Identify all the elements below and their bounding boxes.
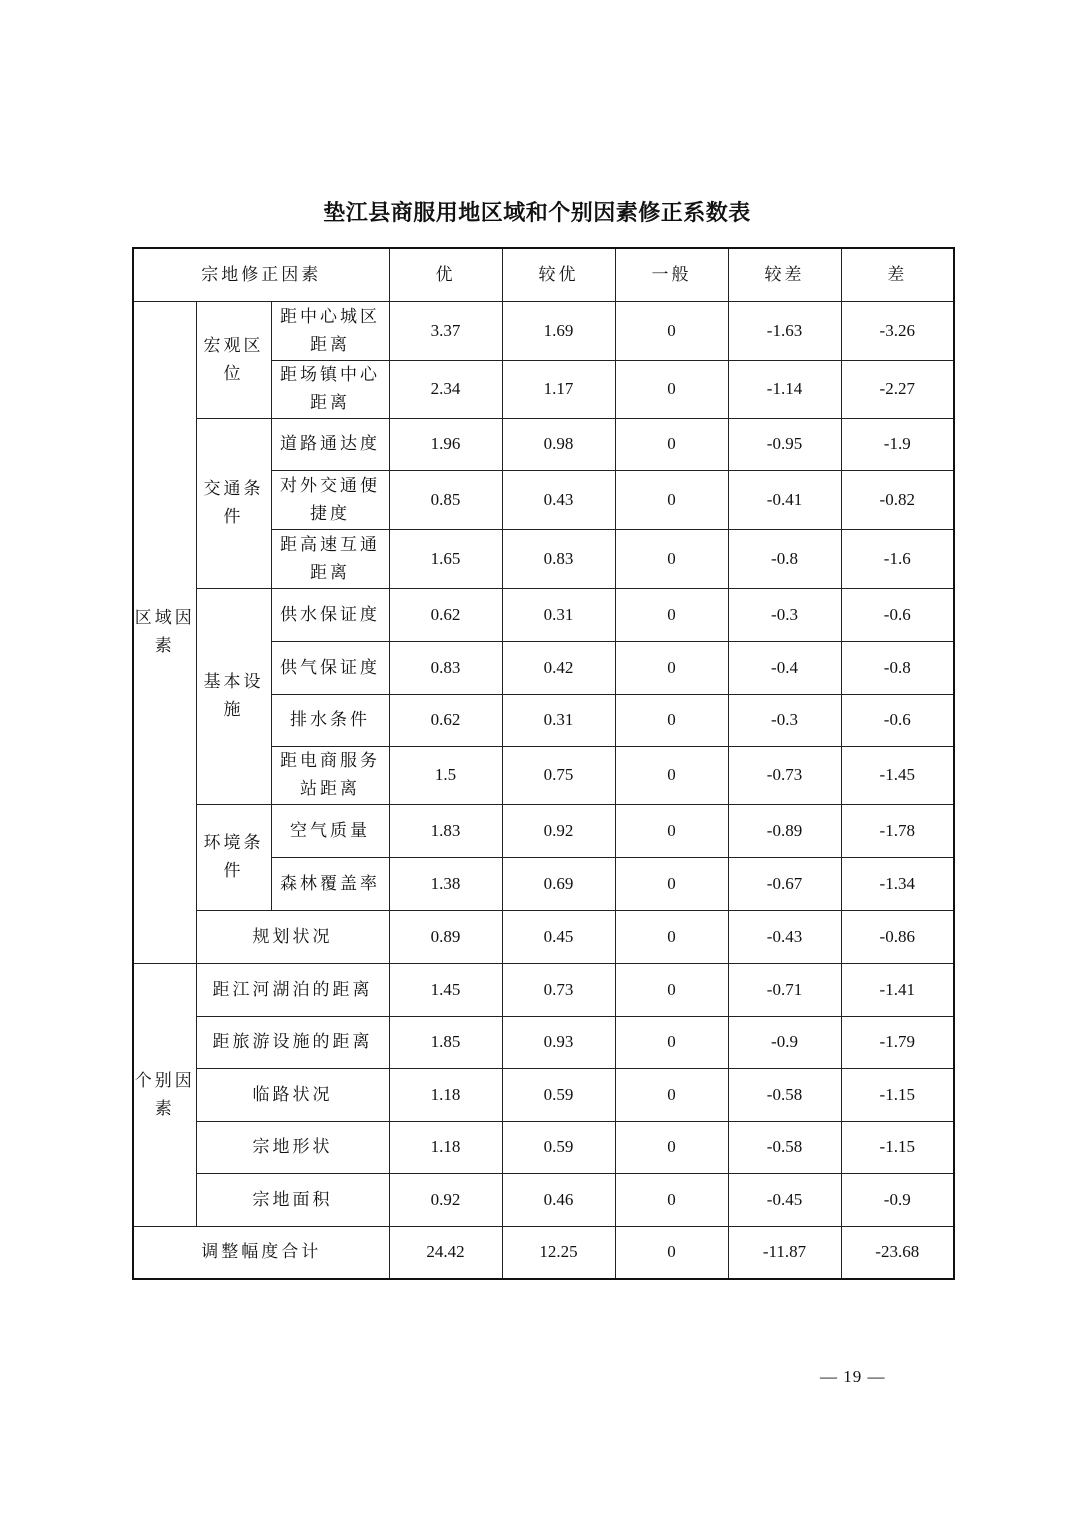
value-excellent: 1.18 xyxy=(389,1121,502,1174)
group-label-macro: 宏观区位 xyxy=(196,301,271,418)
table-title: 垫江县商服用地区域和个别因素修正系数表 xyxy=(323,200,751,226)
value-good: 0.83 xyxy=(502,529,615,588)
page-number: — 19 — xyxy=(820,1367,886,1386)
value-excellent: 1.45 xyxy=(389,963,502,1016)
factor-name: 宗地面积 xyxy=(196,1174,389,1227)
value-average: 0 xyxy=(615,301,728,360)
group-label-traffic: 交通条件 xyxy=(196,418,271,588)
factor-name: 宗地形状 xyxy=(196,1121,389,1174)
regional-factors-label: 区域因素 xyxy=(133,301,196,963)
value-good: 0.92 xyxy=(502,804,615,857)
factor-name: 对外交通便捷度 xyxy=(271,470,389,529)
value-poor: -1.9 xyxy=(841,418,954,470)
value-fair: -1.14 xyxy=(728,360,841,418)
group-label-infra: 基本设施 xyxy=(196,588,271,804)
value-poor: -1.6 xyxy=(841,529,954,588)
value-poor: -1.34 xyxy=(841,857,954,910)
value-good: 0.43 xyxy=(502,470,615,529)
table-row xyxy=(133,1121,954,1174)
value-fair: -0.73 xyxy=(728,746,841,804)
factor-name: 供水保证度 xyxy=(271,588,389,641)
factor-name: 空气质量 xyxy=(271,804,389,857)
factor-name: 距江河湖泊的距离 xyxy=(196,963,389,1016)
value-fair: -0.58 xyxy=(728,1121,841,1174)
value-poor: -2.27 xyxy=(841,360,954,418)
value-fair: -0.8 xyxy=(728,529,841,588)
factor-name: 距中心城区距离 xyxy=(271,301,389,360)
value-poor: -1.79 xyxy=(841,1016,954,1069)
value-poor: -0.8 xyxy=(841,641,954,694)
value-excellent: 1.85 xyxy=(389,1016,502,1069)
value-excellent: 1.65 xyxy=(389,529,502,588)
factor-name: 距场镇中心距离 xyxy=(271,360,389,418)
header-level-poor: 差 xyxy=(841,248,954,301)
total-label: 调整幅度合计 xyxy=(133,1226,389,1279)
value-excellent: 1.38 xyxy=(389,857,502,910)
value-fair: -0.4 xyxy=(728,641,841,694)
value-average: 0 xyxy=(615,529,728,588)
value-excellent: 0.92 xyxy=(389,1174,502,1227)
value-fair: -0.58 xyxy=(728,1069,841,1122)
value-average: 0 xyxy=(615,360,728,418)
value-good: 0.31 xyxy=(502,694,615,746)
factor-name: 排水条件 xyxy=(271,694,389,746)
value-good: 0.59 xyxy=(502,1121,615,1174)
table-row xyxy=(133,588,954,641)
value-average: 0 xyxy=(615,1121,728,1174)
header-level-average: 一般 xyxy=(615,248,728,301)
value-excellent: 24.42 xyxy=(389,1226,502,1279)
table-row xyxy=(133,418,954,470)
table-row xyxy=(133,910,954,963)
value-excellent: 1.18 xyxy=(389,1069,502,1122)
factor-name: 供气保证度 xyxy=(271,641,389,694)
value-poor: -1.45 xyxy=(841,746,954,804)
total-row xyxy=(133,1226,954,1279)
value-poor: -0.86 xyxy=(841,910,954,963)
value-average: 0 xyxy=(615,746,728,804)
value-average: 0 xyxy=(615,470,728,529)
value-average: 0 xyxy=(615,418,728,470)
value-good: 0.69 xyxy=(502,857,615,910)
value-poor: -1.15 xyxy=(841,1069,954,1122)
value-poor: -0.9 xyxy=(841,1174,954,1227)
value-good: 1.69 xyxy=(502,301,615,360)
value-fair: -0.3 xyxy=(728,588,841,641)
value-average: 0 xyxy=(615,910,728,963)
value-excellent: 1.96 xyxy=(389,418,502,470)
value-fair: -1.63 xyxy=(728,301,841,360)
value-excellent: 0.89 xyxy=(389,910,502,963)
value-good: 0.93 xyxy=(502,1016,615,1069)
value-good: 0.31 xyxy=(502,588,615,641)
value-average: 0 xyxy=(615,804,728,857)
value-good: 0.59 xyxy=(502,1069,615,1122)
value-poor: -0.82 xyxy=(841,470,954,529)
value-fair: -0.71 xyxy=(728,963,841,1016)
value-poor: -0.6 xyxy=(841,694,954,746)
value-good: 12.25 xyxy=(502,1226,615,1279)
value-fair: -0.41 xyxy=(728,470,841,529)
factor-name: 距电商服务站距离 xyxy=(271,746,389,804)
value-fair: -0.43 xyxy=(728,910,841,963)
value-poor: -0.6 xyxy=(841,588,954,641)
value-average: 0 xyxy=(615,1226,728,1279)
value-average: 0 xyxy=(615,641,728,694)
value-fair: -0.45 xyxy=(728,1174,841,1227)
value-excellent: 1.83 xyxy=(389,804,502,857)
value-poor: -1.15 xyxy=(841,1121,954,1174)
value-good: 0.75 xyxy=(502,746,615,804)
value-poor: -23.68 xyxy=(841,1226,954,1279)
value-excellent: 0.83 xyxy=(389,641,502,694)
value-excellent: 0.62 xyxy=(389,694,502,746)
header-level-fair: 较差 xyxy=(728,248,841,301)
table-row xyxy=(133,1069,954,1122)
value-average: 0 xyxy=(615,1069,728,1122)
value-good: 0.45 xyxy=(502,910,615,963)
group-label-env: 环境条件 xyxy=(196,804,271,910)
value-good: 0.98 xyxy=(502,418,615,470)
individual-factors-label: 个别因素 xyxy=(133,963,196,1226)
value-fair: -11.87 xyxy=(728,1226,841,1279)
value-fair: -0.3 xyxy=(728,694,841,746)
value-average: 0 xyxy=(615,963,728,1016)
table-row xyxy=(133,1174,954,1227)
table-row xyxy=(133,804,954,857)
value-excellent: 3.37 xyxy=(389,301,502,360)
factor-name: 临路状况 xyxy=(196,1069,389,1122)
value-fair: -0.9 xyxy=(728,1016,841,1069)
table-row xyxy=(133,301,954,360)
table-row xyxy=(133,963,954,1016)
table-row xyxy=(133,1016,954,1069)
value-fair: -0.95 xyxy=(728,418,841,470)
value-excellent: 2.34 xyxy=(389,360,502,418)
value-fair: -0.89 xyxy=(728,804,841,857)
value-excellent: 1.5 xyxy=(389,746,502,804)
value-good: 1.17 xyxy=(502,360,615,418)
value-poor: -1.78 xyxy=(841,804,954,857)
factor-name-planning: 规划状况 xyxy=(196,910,389,963)
header-factor: 宗地修正因素 xyxy=(133,248,389,301)
header-level-excellent: 优 xyxy=(389,248,502,301)
value-good: 0.73 xyxy=(502,963,615,1016)
factor-name: 森林覆盖率 xyxy=(271,857,389,910)
value-good: 0.46 xyxy=(502,1174,615,1227)
factor-name: 道路通达度 xyxy=(271,418,389,470)
value-average: 0 xyxy=(615,588,728,641)
value-excellent: 0.85 xyxy=(389,470,502,529)
header-row xyxy=(133,248,954,301)
value-poor: -1.41 xyxy=(841,963,954,1016)
value-fair: -0.67 xyxy=(728,857,841,910)
value-good: 0.42 xyxy=(502,641,615,694)
factor-name: 距高速互通距离 xyxy=(271,529,389,588)
correction-coefficient-table xyxy=(132,247,955,1280)
header-level-good: 较优 xyxy=(502,248,615,301)
factor-name: 距旅游设施的距离 xyxy=(196,1016,389,1069)
value-average: 0 xyxy=(615,857,728,910)
value-average: 0 xyxy=(615,1174,728,1227)
value-poor: -3.26 xyxy=(841,301,954,360)
value-average: 0 xyxy=(615,1016,728,1069)
value-excellent: 0.62 xyxy=(389,588,502,641)
value-average: 0 xyxy=(615,694,728,746)
